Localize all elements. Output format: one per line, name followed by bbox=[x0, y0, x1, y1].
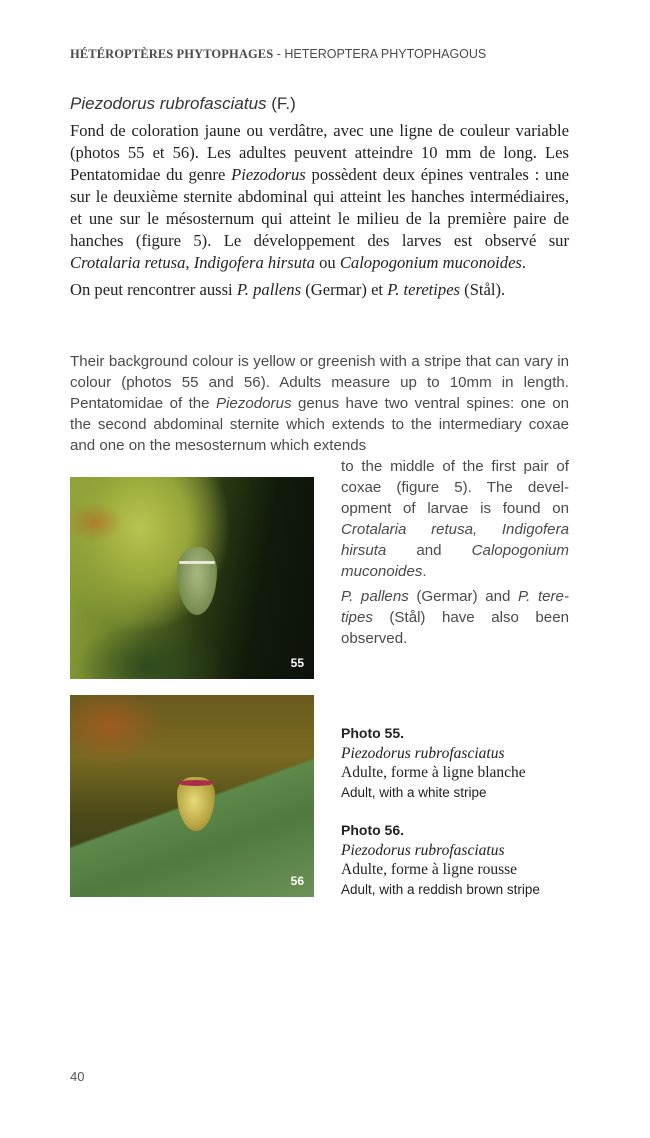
caption-english: Adult, with a reddish brown stripe bbox=[341, 881, 540, 897]
caption-title: Photo 55. bbox=[341, 725, 405, 741]
caption-english: Adult, with a white stripe bbox=[341, 784, 487, 800]
caption-photo-55 bbox=[341, 724, 526, 802]
species-name: Piezodorus rubrofasciatus bbox=[70, 94, 267, 113]
header-title-fr: HÉTÉROPTÈRES PHYTOPHAGES bbox=[70, 47, 274, 61]
french-paragraph-1: Fond de coloration jaune ou verdâtre, avec une ligne de couleur variable (photos 55 et 56). Les adultes peuvent atteindre 10 mm de long. Les Pentatomidae du genre Piezodorus possèdent deux épines ventrales : une sur le deuxième sternite abdominal qui atteint les hanches intermédiaires, et une sur le mésosternum qui atteint le milieu de la première paire de hanches (figure 5). Le développement des larves est observé sur Crotalaria retusa, Indigofera hirsuta ou Calopogonium muconoides. bbox=[70, 121, 569, 272]
stink-bug-image bbox=[177, 547, 217, 615]
running-header bbox=[70, 47, 486, 62]
caption-photo-56 bbox=[341, 821, 540, 899]
page-number: 40 bbox=[70, 1069, 85, 1084]
stink-bug-image bbox=[177, 777, 215, 831]
caption-french: Adulte, forme à ligne blanche bbox=[341, 764, 526, 781]
photo-number: 56 bbox=[290, 874, 304, 888]
caption-title: Photo 56. bbox=[341, 822, 405, 838]
french-paragraph-2: On peut rencontrer aussi P. pallens (Germar) et P. teretipes (Stål). bbox=[70, 280, 506, 299]
english-paragraph-1-continued: to the middle of the first pair of coxae (figure 5). The development of larvae is found on Crotalaria retusa, Indigofera hirsuta and Calopogonium muconoides. bbox=[341, 458, 569, 580]
caption-species: Piezodorus rubrofasciatus bbox=[341, 841, 505, 859]
caption-french: Adulte, forme à ligne rousse bbox=[341, 861, 518, 878]
english-paragraph-1: Their background colour is yellow or greenish with a stripe that can vary in colour (photos 55 and 56). Adults measure up to 10mm in length. Pentatomidae of the Piezodorus genus have two ventral spines: one on the second abdominal sternite which extends to the intermediary coxae and one on the mesosternum which extends bbox=[70, 353, 569, 454]
photo-56 bbox=[70, 695, 314, 897]
species-author: (F.) bbox=[266, 94, 296, 113]
english-description bbox=[70, 352, 569, 457]
english-description-column bbox=[341, 457, 569, 650]
photo-55 bbox=[70, 477, 314, 679]
photo-number: 55 bbox=[290, 656, 304, 670]
header-separator: - bbox=[273, 47, 285, 61]
species-heading bbox=[70, 94, 296, 114]
header-title-en: HETEROPTERA PHYTOPHAGOUS bbox=[284, 47, 487, 61]
english-paragraph-2: P. pallens (Germar) and P. teretipes (Stål) have also been observed. bbox=[341, 588, 569, 648]
french-description bbox=[70, 120, 569, 301]
caption-species: Piezodorus rubrofasciatus bbox=[341, 744, 505, 762]
